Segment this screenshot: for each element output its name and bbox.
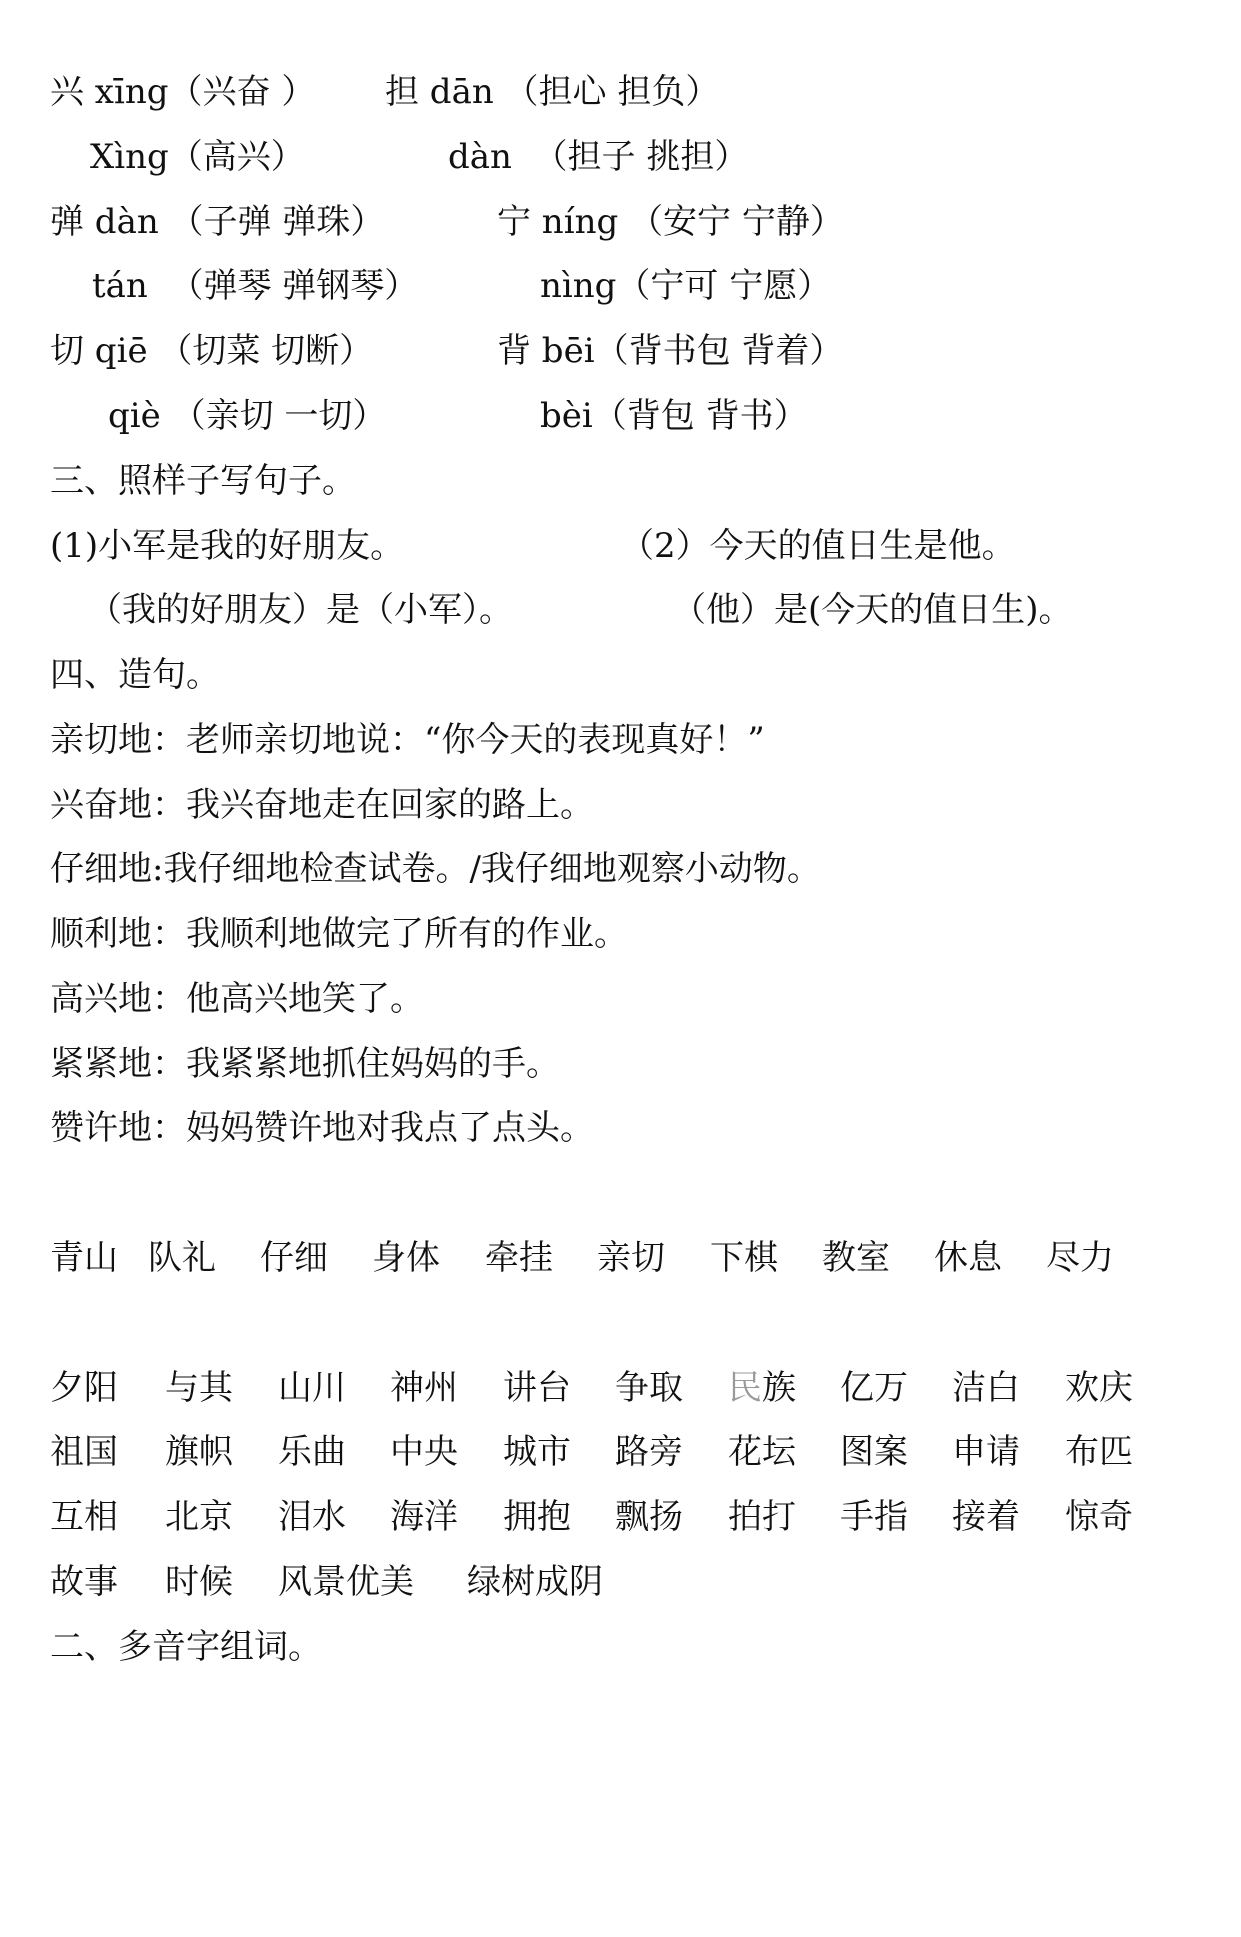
word: 神州 [390,1368,458,1408]
word: 北京 [165,1497,233,1537]
sentence-text: 顺利地：我顺利地做完了所有的作业。 [50,914,628,954]
word: 牵挂 [485,1238,553,1278]
section-4-heading-text: 四、造句。 [50,655,220,695]
word: 故事 [50,1562,118,1602]
sentence-4 [0,914,628,954]
word: 教室 [822,1238,890,1278]
polyphone-xing-1: 兴 xīng（兴奋 ） [50,72,316,112]
word: 欢庆 [1065,1368,1133,1408]
word: 泪水 [278,1497,346,1537]
polyphone-ning-1: 宁 níng （安宁 宁静） [497,202,844,242]
word-row-2 [0,1368,1133,1408]
word: 接着 [952,1497,1020,1537]
sentence-6 [0,1044,560,1084]
word: 飘扬 [615,1497,683,1537]
polyphone-bei-2: bèi（背包 背书） [540,396,808,436]
word: 山川 [278,1368,346,1408]
example-2-answer: （他）是(今天的值日生)。 [672,590,1073,630]
word: 讲台 [503,1368,571,1408]
polyphone-row-4 [0,266,832,306]
section-3-heading [0,461,356,501]
polyphone-qie-2: qiè （亲切 一切） [108,396,387,436]
sentence-text: 亲切地：老师亲切地说：“你今天的表现真好！” [50,720,765,760]
word: 花坛 [728,1432,796,1472]
sentence-7 [0,1108,594,1148]
polyphone-dan-2: dàn （担子 挑担） [448,137,749,177]
example-1-answer: （我的好朋友）是（小军）。 [88,590,513,630]
sentence-text: 紧紧地：我紧紧地抓住妈妈的手。 [50,1044,560,1084]
polyphone-ning-2: nìng（宁可 宁愿） [540,266,832,306]
section-2-heading-text: 二、多音字组词。 [50,1627,322,1667]
word: 时候 [165,1562,233,1602]
word: 路旁 [615,1432,683,1472]
word: 洁白 [952,1368,1020,1408]
word: 中央 [390,1432,458,1472]
word: 拥抱 [503,1497,571,1537]
word: 拍打 [728,1497,796,1537]
word: 与其 [165,1368,233,1408]
word: 夕阳 [50,1368,118,1408]
word: 城市 [503,1432,571,1472]
word-row-5 [0,1562,603,1602]
word: 争取 [615,1368,683,1408]
word: 乐曲 [278,1432,346,1472]
polyphone-bei-1: 背 bēi（背书包 背着） [497,331,844,371]
word-row-4 [0,1497,1133,1537]
word: 惊奇 [1065,1497,1133,1537]
word: 亲切 [597,1238,665,1278]
polyphone-qie-1: 切 qiē （切菜 切断） [50,331,374,371]
word: 青山 [50,1238,118,1278]
word: 图案 [840,1432,908,1472]
sentence-text: 仔细地:我仔细地检查试卷。/我仔细地观察小动物。 [50,849,821,889]
example-2-question: （2）今天的值日生是他。 [620,526,1016,566]
word: 手指 [840,1497,908,1537]
word-suffix: 族 [762,1368,796,1408]
sentence-text: 兴奋地：我兴奋地走在回家的路上。 [50,785,594,825]
example-1-question: (1)小军是我的好朋友。 [50,526,405,566]
polyphone-xing-2: Xìng（高兴） [90,137,305,177]
section-4-heading [0,655,220,695]
word: 休息 [934,1238,1002,1278]
sentence-1 [0,720,765,760]
word-minzu [728,1368,796,1408]
faded-character: 民 [728,1368,762,1408]
word: 申请 [952,1432,1020,1472]
polyphone-row-6 [0,396,808,436]
polyphone-dan-1: 担 dān （担心 担负） [385,72,720,112]
section-3-heading-text: 三、照样子写句子。 [50,461,356,501]
word: 绿树成阴 [467,1562,603,1602]
sentence-3 [0,849,821,889]
word-row-1 [0,1238,1114,1278]
sentence-text: 赞许地：妈妈赞许地对我点了点头。 [50,1108,594,1148]
polyphone-row-5 [0,331,844,371]
sentence-text: 高兴地：他高兴地笑了。 [50,979,424,1019]
word: 队礼 [148,1238,216,1278]
word: 亿万 [840,1368,908,1408]
word: 旗帜 [165,1432,233,1472]
sentence-2 [0,785,594,825]
word: 下棋 [710,1238,778,1278]
word: 互相 [50,1497,118,1537]
word: 尽力 [1046,1238,1114,1278]
sentence-5 [0,979,424,1019]
example-question-row [0,526,1016,566]
word: 祖国 [50,1432,118,1472]
polyphone-tan-1: 弹 dàn （子弹 弹珠） [50,202,385,242]
word-row-3 [0,1432,1133,1472]
example-answer-row [0,590,1073,630]
polyphone-row-2 [0,137,749,177]
section-2-heading [0,1627,322,1667]
polyphone-row-3 [0,202,844,242]
word: 海洋 [390,1497,458,1537]
word: 身体 [372,1238,440,1278]
word: 仔细 [260,1238,328,1278]
word: 布匹 [1065,1432,1133,1472]
word: 风景优美 [278,1562,414,1602]
polyphone-row-1 [0,72,720,112]
polyphone-tan-2: tán （弹琴 弹钢琴） [92,266,419,306]
